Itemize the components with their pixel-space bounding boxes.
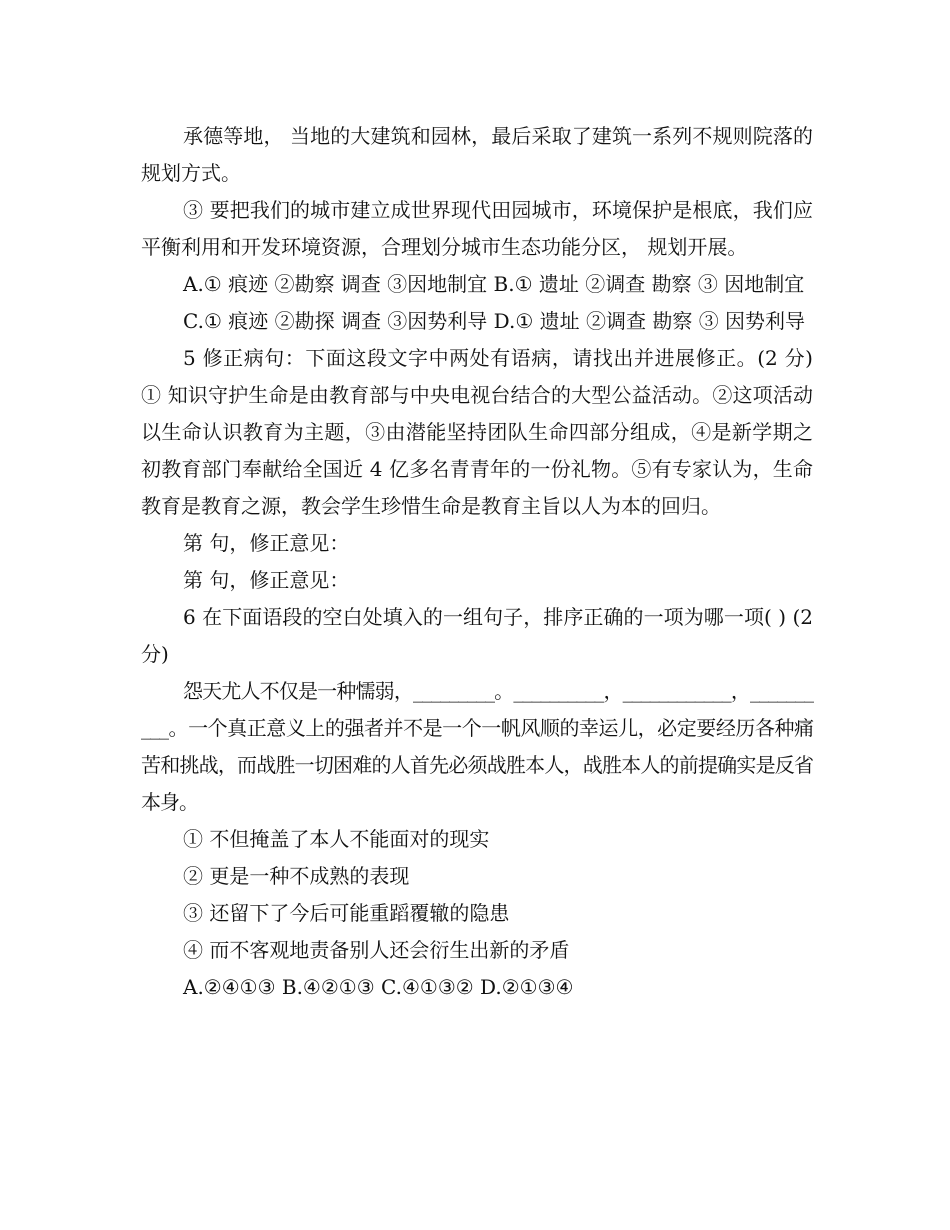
answer-line-2: 第 句，修正意见： <box>183 568 350 592</box>
paragraph-item-3: ③ 要把我们的城市建立成世界现代田园城市，环境保护是根底，我们应平衡利用和开发环境资源，合理划分城市生态功能分区， 规划开展。 <box>141 198 813 259</box>
answer-choices: A.②④①③ B.④②①③ C.④①③② D.②①③④ <box>183 975 574 999</box>
sentence-option-3: ③ 还留下了今后可能重蹈覆辙的隐患 <box>183 901 510 925</box>
question-6-passage: 怨天尤人不仅是一种懦弱，_________。__________，____________，__________。一个真正意义上的强者并不是一个一帆风顺的幸运儿，必定要经历各种痛苦和挑战，而战胜一切困难的人首先必须战胜本人，战胜本人的前提确实是反省本身。 <box>141 679 813 814</box>
sentence-option-4: ④ 而不客观地责备别人还会衍生出新的矛盾 <box>183 938 570 962</box>
paragraph-continuation: 承德等地， 当地的大建筑和园林，最后采取了建筑一系列不规则院落的规划方式。 <box>141 124 813 185</box>
answer-line-1: 第 句，修正意见： <box>183 531 350 555</box>
question-5: 5 修正病句：下面这段文字中两处有语病，请找出并进展修正。(2 分)① 知识守护生命是由教育部与中央电视台结合的大型公益活动。②这项活动以生命认识教育为主题，③由潜能坚持团队生命四部分组成，④是新学期之初教育部门奉献给全国近 4 亿多名青青年的一份礼物。⑤有专家认为，生命教育是教育之源，教会学生珍惜生命是教育主旨以人为本的回归。 <box>141 346 813 518</box>
document-body <box>141 118 813 1006</box>
sentence-option-1: ① 不但掩盖了本人不能面对的现实 <box>183 827 490 851</box>
sentence-option-2: ② 更是一种不成熟的表现 <box>183 864 410 888</box>
option-line-a-b: A.① 痕迹 ②勘察 调查 ③因地制宜 B.① 遗址 ②调查 勘察 ③ 因地制宜 <box>183 272 805 296</box>
question-6: 6 在下面语段的空白处填入的一组句子，排序正确的一项为哪一项( ) (2 分) <box>141 605 813 666</box>
option-line-c-d: C.① 痕迹 ②勘探 调查 ③因势利导 D.① 遗址 ②调查 勘察 ③ 因势利导 <box>183 309 806 333</box>
